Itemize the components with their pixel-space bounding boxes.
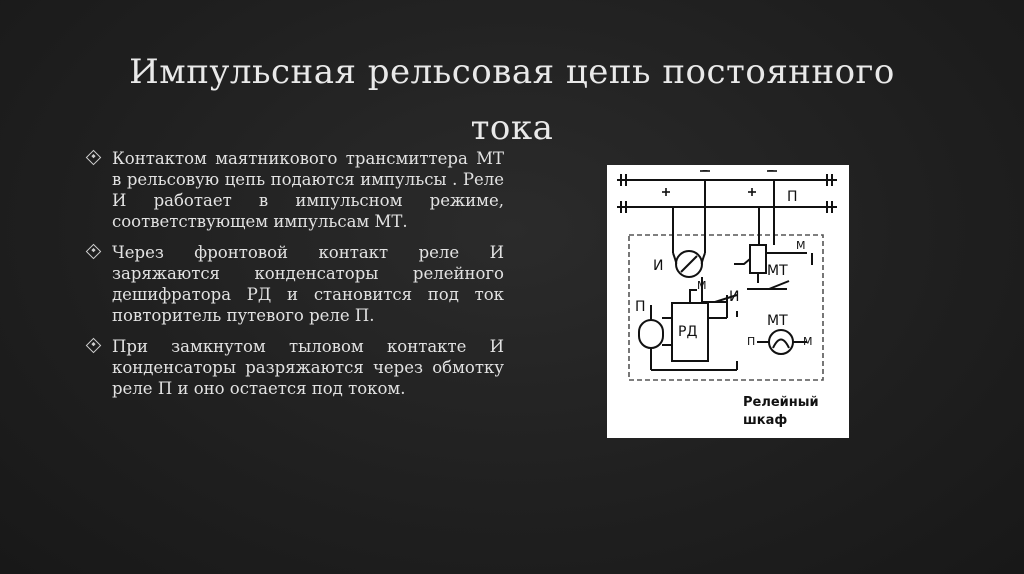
diamond-bullet-icon (86, 338, 102, 354)
mt-transmitter-symbol (769, 330, 793, 354)
p-left-label: П (635, 299, 646, 315)
rail-minus-label-1: – (702, 165, 708, 177)
m-top-label: М (796, 239, 806, 252)
cabinet-label-line-2: шкаф (743, 413, 788, 428)
title-line-2: тока (470, 108, 554, 148)
plus-label-2: + (749, 192, 760, 206)
i-contact-label: И (729, 289, 740, 305)
bullet-list (88, 148, 504, 409)
title-line-1: Импульсная рельсовая цепь постоянного (129, 52, 895, 92)
slide-title (60, 44, 964, 156)
circuit-svg (607, 165, 849, 438)
cabinet-label-line-1: Релейный (743, 395, 819, 410)
diamond-bullet-icon (86, 150, 102, 166)
bullet-text: Контактом маятникового трансмиттера МТ в рельсовую цепь подаются импульсы . Реле И работает в импульсном режиме, соответствующем импульсам МТ. (112, 149, 504, 231)
mt-top-label: МТ (767, 263, 788, 279)
bullet-text: Через фронтовой контакт реле И заряжаются конденсаторы релейного дешифратора РД и становится под ток повторитель путевого реле П. (112, 243, 504, 325)
bullet-item (88, 336, 504, 399)
bullet-item (88, 242, 504, 326)
i-label: И (653, 258, 664, 274)
relay-p-symbol (639, 320, 663, 348)
rail-minus-label-2: – (768, 165, 774, 177)
plus-label-1: + (663, 192, 674, 206)
p-bottom-label: П (747, 335, 756, 348)
rd-label: РД (678, 324, 698, 340)
mt-bottom-label: МТ (767, 313, 788, 329)
m-rd-label: М (697, 279, 707, 292)
circuit-diagram (607, 165, 849, 438)
p-top-label: П (787, 189, 798, 205)
bullet-text: При замкнутом тыловом контакте И конденсаторы разряжаются через обмотку реле П и оно остается под током. (112, 337, 504, 398)
bullet-item (88, 148, 504, 232)
diamond-bullet-icon (86, 244, 102, 260)
m-bottom-label: М (803, 335, 813, 348)
mt-resistor (750, 245, 766, 273)
